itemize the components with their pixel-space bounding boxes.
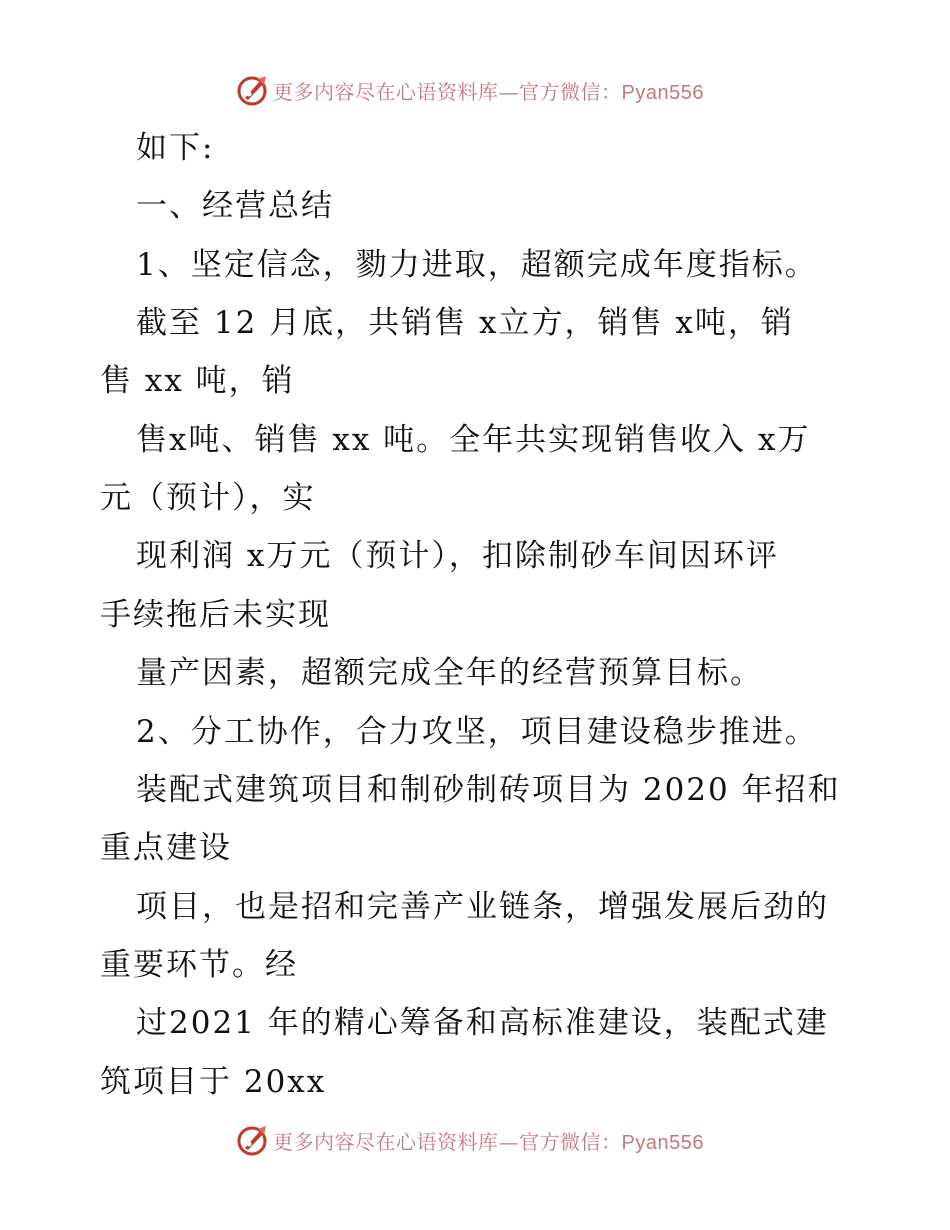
text-line: 现利润 x万元（预计），扣除制砂车间因环评	[136, 538, 779, 574]
subsection-heading: 1、坚定信念，勠力进取，超额完成年度指标。	[136, 247, 818, 283]
text-line: 售x吨、销售 xx 吨。全年共实现销售收入 x万	[136, 422, 811, 458]
header-banner-text: 更多内容尽在心语资料库—官方微信：Pyan556	[273, 79, 704, 104]
footer-banner	[236, 1122, 704, 1158]
subsection-heading: 2、分工协作，合力攻坚，项目建设稳步推进。	[136, 714, 818, 750]
text-line: 如下:	[136, 130, 215, 166]
text-line: 量产因素，超额完成全年的经营预算目标。	[136, 655, 763, 691]
header-wechat-id: Pyan556	[621, 81, 704, 104]
text-line: 筑项目于 20xx	[100, 1064, 327, 1100]
text-line: 售 xx 吨，销	[100, 363, 295, 399]
text-line: 手续拖后未实现	[100, 597, 331, 633]
text-line: 项目，也是招和完善产业链条，增强发展后劲的	[136, 889, 829, 925]
text-line: 过2021 年的精心筹备和高标准建设，装配式建	[136, 1005, 829, 1041]
text-line: 重要环节。经	[100, 947, 298, 983]
text-line: 装配式建筑项目和制砂制砖项目为 2020 年招和	[136, 772, 841, 808]
section-heading: 一、经营总结	[136, 188, 334, 224]
quill-pen-logo-icon	[236, 1123, 270, 1157]
text-line: 截至 12 月底，共销售 x立方，销售 x吨，销	[136, 305, 794, 341]
text-line: 重点建设	[100, 830, 232, 866]
footer-banner-text: 更多内容尽在心语资料库—官方微信：Pyan556	[273, 1129, 704, 1154]
quill-pen-logo-icon	[236, 73, 270, 107]
footer-wechat-id: Pyan556	[621, 1131, 704, 1154]
text-line: 元（预计），实	[100, 480, 316, 516]
header-banner	[236, 72, 704, 108]
